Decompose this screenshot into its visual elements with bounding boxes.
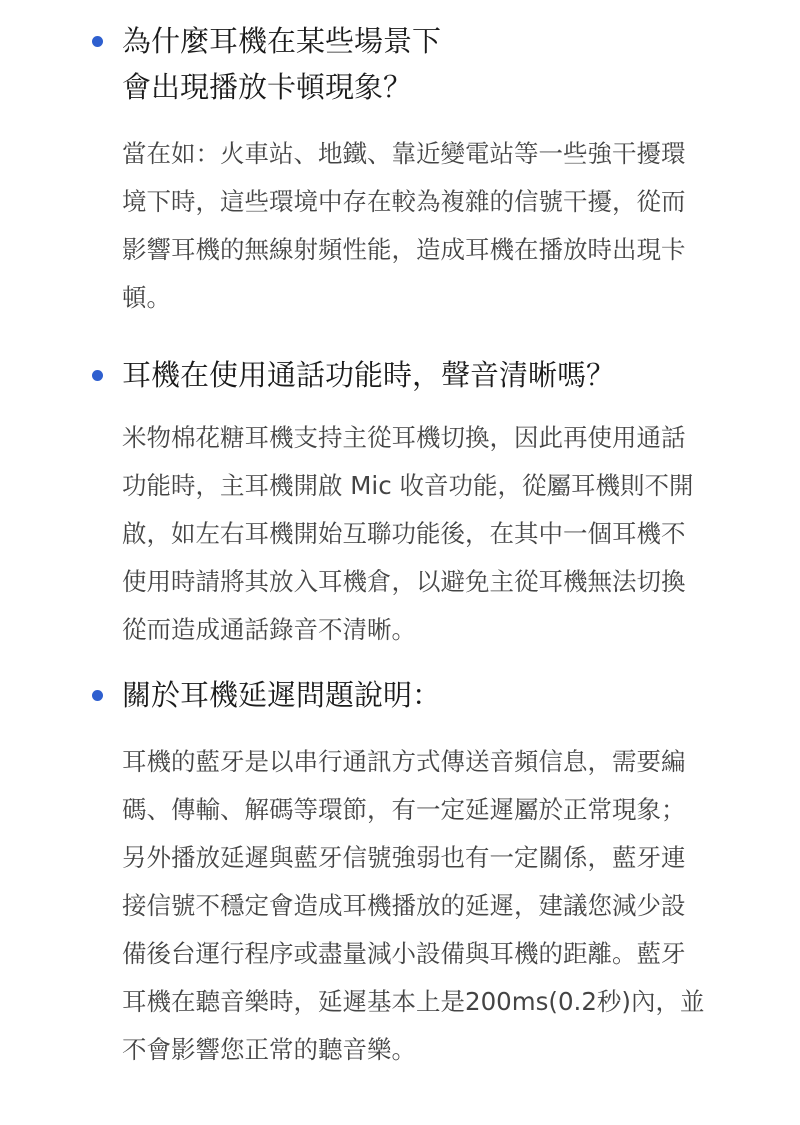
bullet-icon bbox=[92, 370, 103, 381]
bullet-icon bbox=[92, 36, 103, 47]
faq-answer: 當在如：火車站、地鐵、靠近變電站等一些強干擾環 境下時，這些環境中存在較為複雜的信號干擾，從而 影響耳機的無線射頻性能，造成耳機在播放時出現卡 頓。 bbox=[122, 139, 686, 312]
faq-answer: 耳機的藍牙是以串行通訊方式傳送音頻信息，需要編 碼、傳輸、解碼等環節，有一定延遲屬於正常現象； 另外播放延遲與藍牙信號強弱也有一定關係，藍牙連 接信號不穩定會造成耳機播放的延遲，建議您減少設 備後台運行程序或盡量減小設備與耳機的距離。藍牙 耳機在聽音樂時，延遲基本上是200ms(0.2秒)內，並 不會影響您正常的聽音樂。 bbox=[122, 747, 705, 1064]
faq-question: 為什麼耳機在某些場景下 會出現播放卡頓現象？ bbox=[122, 24, 442, 104]
faq-question: 關於耳機延遲問題說明： bbox=[122, 678, 442, 712]
bullet-icon bbox=[92, 690, 103, 701]
faq-answer: 米物棉花糖耳機支持主從耳機切換，因此再使用通話 功能時，主耳機開啟 Mic 收音功能，從屬耳機則不開 啟，如左右耳機開始互聯功能後，在其中一個耳機不 使用時請將其放入耳機倉，以避免主從耳機無法切換 從而造成通話錄音不清晰。 bbox=[122, 423, 694, 644]
faq-question: 耳機在使用通話功能時，聲音清晰嗎？ bbox=[122, 358, 616, 392]
